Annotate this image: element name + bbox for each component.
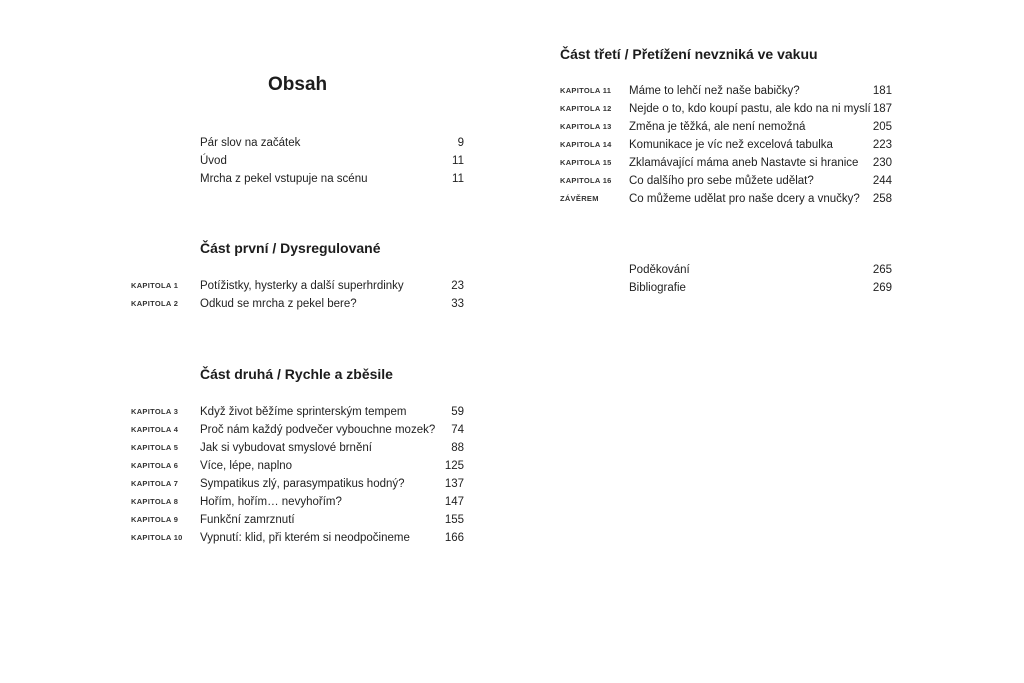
chapter-label: KAPITOLA 4 [131, 425, 179, 434]
chapter-title: Funkční zamrznutí [200, 514, 295, 526]
toc-chapter-entry[interactable] [512, 154, 1024, 172]
chapter-label: KAPITOLA 12 [560, 104, 612, 113]
chapter-label: KAPITOLA 7 [131, 479, 179, 488]
toc-entry-page: 265 [872, 264, 892, 276]
back-matter-list [512, 261, 1024, 297]
toc-entry[interactable] [0, 170, 512, 188]
chapter-page: 258 [872, 193, 892, 205]
chapter-label: KAPITOLA 1 [131, 281, 179, 290]
toc-chapter-entry[interactable] [0, 295, 512, 313]
chapter-title: Co můžeme udělat pro naše dcery a vnučky? [629, 193, 860, 205]
toc-entry-title: Úvod [200, 155, 227, 167]
chapter-page: 230 [872, 157, 892, 169]
part-1-title: Část první / Dysregulované [200, 240, 381, 256]
toc-chapter-entry[interactable] [0, 403, 512, 421]
chapter-page: 33 [451, 298, 464, 310]
chapter-page: 181 [872, 85, 892, 97]
part-3-chapter-list [512, 82, 1024, 208]
chapter-title: Když život běžíme sprinterským tempem [200, 406, 407, 418]
toc-chapter-entry[interactable] [512, 136, 1024, 154]
toc-chapter-entry[interactable] [0, 475, 512, 493]
chapter-page: 137 [444, 478, 464, 490]
toc-entry-title: Mrcha z pekel vstupuje na scénu [200, 173, 368, 185]
chapter-label: KAPITOLA 3 [131, 407, 179, 416]
chapter-title: Zklamávající máma aneb Nastavte si hranice [629, 157, 859, 169]
chapter-page: 155 [444, 514, 464, 526]
toc-entry-page: 269 [872, 282, 892, 294]
chapter-label: KAPITOLA 5 [131, 443, 179, 452]
part-3-title: Část třetí / Přetížení nevzniká ve vakuu [560, 46, 818, 62]
intro-list [0, 134, 512, 188]
toc-entry-page: 11 [452, 155, 464, 167]
chapter-label: KAPITOLA 2 [131, 299, 179, 308]
chapter-title: Nejde o to, kdo koupí pastu, ale kdo na ni myslí [629, 103, 871, 115]
toc-chapter-entry[interactable] [512, 190, 1024, 208]
chapter-label: KAPITOLA 9 [131, 515, 179, 524]
toc-entry-title: Poděkování [629, 264, 690, 276]
chapter-label: KAPITOLA 13 [560, 122, 612, 131]
chapter-title: Sympatikus zlý, parasympatikus hodný? [200, 478, 405, 490]
chapter-label: KAPITOLA 10 [131, 533, 183, 542]
page-title: Obsah [268, 74, 328, 95]
toc-chapter-entry[interactable] [0, 421, 512, 439]
chapter-label: KAPITOLA 16 [560, 176, 612, 185]
chapter-title: Změna je těžká, ale není nemožná [629, 121, 806, 133]
chapter-title: Co dalšího pro sebe můžete udělat? [629, 175, 814, 187]
chapter-label: ZÁVĚREM [560, 194, 599, 203]
chapter-title: Komunikace je víc než excelová tabulka [629, 139, 833, 151]
toc-chapter-entry[interactable] [0, 529, 512, 547]
chapter-page: 187 [872, 103, 892, 115]
toc-entry-title: Pár slov na začátek [200, 137, 301, 149]
toc-chapter-entry[interactable] [512, 100, 1024, 118]
toc-entry[interactable] [512, 261, 1024, 279]
toc-entry[interactable] [0, 152, 512, 170]
chapter-title: Odkud se mrcha z pekel bere? [200, 298, 357, 310]
toc-entry-page: 9 [457, 137, 464, 149]
right-page [512, 0, 1024, 683]
chapter-page: 147 [444, 496, 464, 508]
chapter-title: Jak si vybudovat smyslové brnění [200, 442, 372, 454]
chapter-page: 59 [451, 406, 464, 418]
part-1-chapter-list [0, 277, 512, 313]
toc-chapter-entry[interactable] [0, 493, 512, 511]
chapter-page: 23 [451, 280, 464, 292]
toc-entry[interactable] [0, 134, 512, 152]
chapter-label: KAPITOLA 11 [560, 86, 612, 95]
toc-chapter-entry[interactable] [512, 172, 1024, 190]
toc-entry-page: 11 [452, 173, 464, 185]
toc-chapter-entry[interactable] [512, 118, 1024, 136]
chapter-title: Více, lépe, naplno [200, 460, 293, 472]
chapter-page: 88 [451, 442, 464, 454]
toc-entry[interactable] [512, 279, 1024, 297]
chapter-title: Máme to lehčí než naše babičky? [629, 85, 800, 97]
chapter-page: 125 [444, 460, 464, 472]
chapter-page: 244 [872, 175, 892, 187]
chapter-title: Vypnutí: klid, při kterém si neodpočineme [200, 532, 410, 544]
chapter-label: KAPITOLA 8 [131, 497, 179, 506]
chapter-title: Hořím, hořím… nevyhořím? [200, 496, 342, 508]
toc-chapter-entry[interactable] [0, 277, 512, 295]
part-2-title: Část druhá / Rychle a zběsile [200, 366, 393, 382]
chapter-title: Proč nám každý podvečer vybouchne mozek? [200, 424, 436, 436]
chapter-page: 205 [872, 121, 892, 133]
toc-chapter-entry[interactable] [0, 439, 512, 457]
chapter-label: KAPITOLA 6 [131, 461, 179, 470]
chapter-label: KAPITOLA 14 [560, 140, 612, 149]
chapter-label: KAPITOLA 15 [560, 158, 612, 167]
toc-chapter-entry[interactable] [0, 511, 512, 529]
chapter-title: Potížistky, hysterky a další superhrdinky [200, 280, 404, 292]
toc-chapter-entry[interactable] [0, 457, 512, 475]
chapter-page: 74 [451, 424, 464, 436]
toc-chapter-entry[interactable] [512, 82, 1024, 100]
chapter-page: 166 [444, 532, 464, 544]
chapter-page: 223 [872, 139, 892, 151]
part-2-chapter-list [0, 403, 512, 547]
toc-entry-title: Bibliografie [629, 282, 686, 294]
